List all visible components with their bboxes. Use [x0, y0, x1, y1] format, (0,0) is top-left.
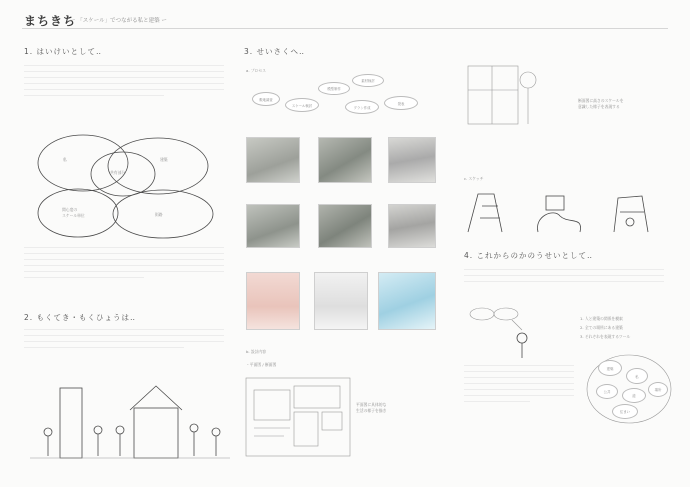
photo-model-1 — [246, 204, 300, 248]
venn-overlap-label: 共有部分 — [110, 170, 126, 175]
section-1-heading: 1. はいけいとして‥ — [24, 47, 103, 56]
venn-self-sub-label: 関心度の スケール単位 — [62, 207, 85, 218]
photo-material-2 — [314, 272, 368, 330]
process-bubble-3: 模型制作 — [318, 82, 350, 95]
section-drawing — [464, 60, 544, 130]
scale-people-sketch — [30, 368, 230, 458]
cluster-bubble-6: 住まい — [612, 404, 638, 419]
plan-label: b. 設計内容 — [246, 349, 267, 354]
section-4-text-2 — [464, 362, 574, 402]
photo-material-1 — [246, 272, 300, 330]
venn-diagram — [28, 128, 228, 238]
poster-title: まちきち — [24, 14, 77, 28]
photo-material-3 — [378, 272, 436, 330]
plan-sublabel: ・平面図 / 断面図 — [246, 362, 277, 367]
poster-subtitle: ー 「スケール」でつながる私と建築 ー — [70, 18, 167, 24]
photo-site-1 — [246, 137, 300, 183]
section-4-heading: 4. これからのかのうせいとして‥ — [464, 251, 594, 260]
plan-note: 平面図に具体的な 生活の様子を描き — [356, 402, 387, 413]
idea-diagram — [466, 300, 556, 360]
process-bubble-2: スケール検討 — [285, 98, 319, 112]
process-bubble-1: 敷地調査 — [252, 92, 280, 106]
photo-model-3 — [388, 204, 436, 248]
list-item-2: 2. 全ての場所にある建築 — [580, 325, 623, 330]
cluster-bubble-1: 建築 — [598, 360, 622, 376]
section-2-text — [24, 326, 224, 348]
photo-site-2 — [318, 137, 372, 183]
list-item-1: 1. 人と建築の関係を模索 — [580, 316, 623, 321]
process-bubble-4: 素材検討 — [352, 74, 384, 87]
cluster-bubble-4: 道 — [622, 388, 646, 403]
cluster-bubble-2: 私 — [626, 368, 648, 384]
process-bubble-6: 発表 — [384, 96, 418, 110]
process-label: a. プロセス — [246, 68, 266, 73]
section-1-text — [24, 62, 224, 96]
section-2-heading: 2. もくてき・もくひょうは‥ — [24, 313, 137, 322]
sketch-row — [464, 186, 660, 236]
cluster-bubble-5: 場所 — [648, 382, 668, 397]
list-item-3: 3. それぞれを表現するツール — [580, 334, 631, 339]
photo-model-2 — [318, 204, 372, 248]
cluster-bubble-3: 公共 — [596, 384, 618, 399]
process-bubble-5: プラン作成 — [345, 100, 379, 114]
floor-plan-drawing — [244, 376, 352, 458]
section-3-heading: 3. せいさくへ‥ — [244, 47, 306, 56]
photo-site-3 — [388, 137, 436, 183]
venn-building-label: 建築 — [160, 157, 168, 162]
venn-bottom-label: 街路 — [155, 212, 163, 217]
right-note: 断面図に高さのスケールを 意識した様子を表現する — [578, 98, 624, 109]
venn-self-label: 私 — [63, 157, 67, 162]
section-4-text — [464, 266, 664, 282]
section-1-text-2 — [24, 244, 224, 278]
sketch-label: c. スケッチ — [464, 176, 484, 181]
header-rule — [22, 28, 668, 29]
